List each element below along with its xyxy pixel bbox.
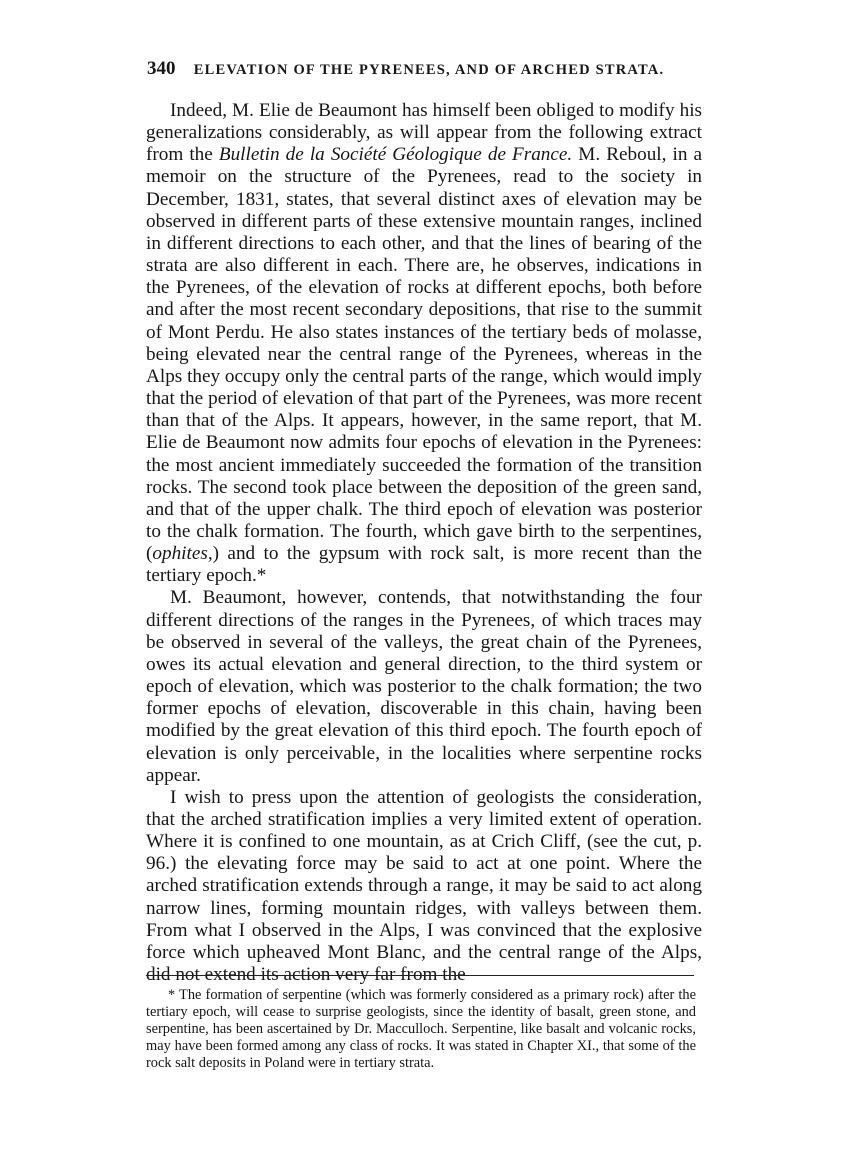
body-text: [146, 100, 702, 986]
footnote-divider: [146, 975, 694, 976]
running-head: [147, 58, 707, 81]
paragraph-1: [146, 100, 702, 587]
paragraph-3: I wish to press upon the attention of geologists the consideration, that the arched stratification implies a very limited extent of operation. Where it is confined to one mountain, as at Crich Cliff, (see the cut, p. 96.) the elevating force may be said to act at one point. Where the arched stratification extends through a range, it may be said to act along narrow lines, forming mountain ridges, with valleys between them. From what I observed in the Alps, I was convinced that the explosive force which upheaved Mont Blanc, and the central range of the Alps, did not extend its action very far from the: [146, 786, 702, 986]
journal-title: Bulletin de la Société Géologique de France.: [218, 144, 573, 166]
paragraph-1-part-b: M. Reboul, in a memoir on the structure of the Pyrenees, read to the society in December, 1831, states, that several distinct axes of elevation may be observed in different parts of these extensive mountain ranges, inclined in different directions to each other, and that the lines of bearing of the strata are also different in each. There are, he observes, indications in the Pyrenees, of the elevation of rocks at different epochs, both before and after the most recent secondary depositions, that rise to the summit of Mont Perdu. He also states instances of the tertiary beds of molasse, being elevated near the central range of the Pyrenees, whereas in the Alps they occupy only the central parts of the range, which would imply that the period of elevation of that part of the Pyrenees, was more recent than that of the Alps. It appears, however, in the same report, that M. Elie de Beaumont now admits four epochs of elevation in the Pyrenees: the most ancient immediately succeeded the formation of the transition rocks. The second took place between the deposition of the green sand, and that of the upper chalk. The third epoch of elevation was posterior to the chalk formation. The fourth, which gave birth to the serpentines, (: [146, 144, 702, 565]
paragraph-1-part-a: Indeed, M. Elie de Beaumont has himself been obliged to modify his generalizations considerably, as will appear from the following extract from the: [146, 100, 702, 166]
page-number: 340: [147, 58, 176, 79]
footnote: [146, 987, 696, 1072]
ophites-term: ophites,: [152, 543, 213, 565]
paragraph-2: M. Beaumont, however, contends, that notwithstanding the four different directions of the ranges in the Pyrenees, of which traces may be observed in several of the valleys, the great chain of the Pyrenees, owes its actual elevation and general direction, to the third system or epoch of elevation, which was posterior to the chalk formation; the two former epochs of elevation, discoverable in this chain, having been modified by the great elevation of this third epoch. The fourth epoch of elevation is only perceivable, in the localities where serpentine rocks appear.: [146, 587, 702, 786]
footnote-text: * The formation of serpentine (which was formerly considered as a primary rock) after the tertiary epoch, will cease to surprise geologists, since the identity of basalt, green stone, and serpentine, has been ascertained by Dr. Macculloch. Serpentine, like basalt and volcanic rocks, may have been formed among any class of rocks. It was stated in Chapter XI., that some of the rock salt deposits in Poland were in tertiary strata.: [146, 987, 696, 1071]
paragraph-1-part-c: ) and to the gypsum with rock salt, is more recent than the tertiary epoch.*: [146, 543, 702, 587]
running-title: ELEVATION OF THE PYRENEES, AND OF ARCHED STRATA.: [193, 62, 665, 78]
